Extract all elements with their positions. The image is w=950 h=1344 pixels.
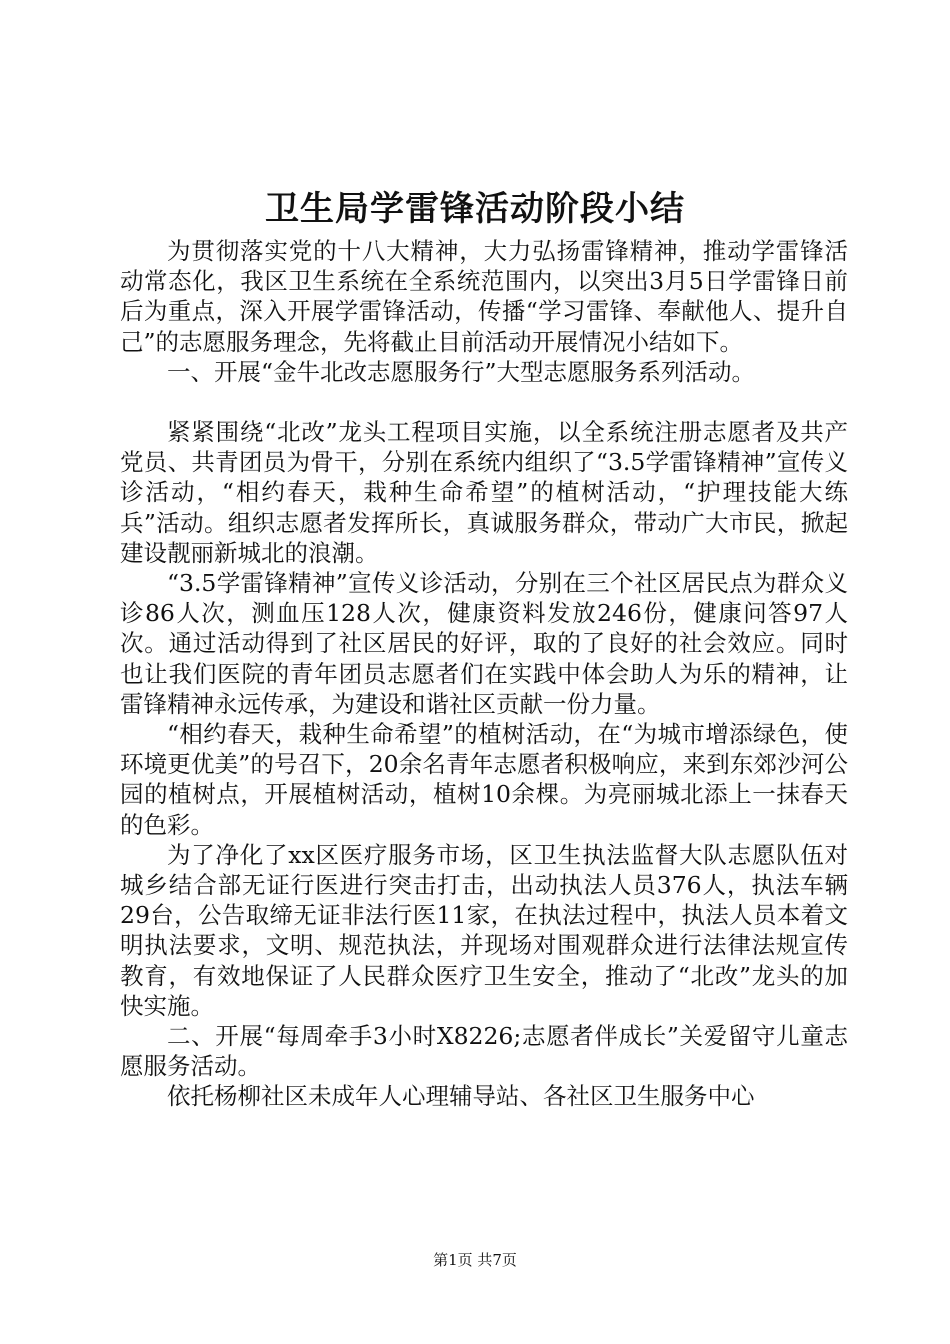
paragraph-tree-planting: “相约春天，栽种生命希望”的植树活动，在“为城市增添绿色，使环境更优美”的号召下，20余名青年志愿者积极响应，来到东郊沙河公园的植树点，开展植树活动，植树10余棵。为亮丽城北添上一抹春天的色彩。 [120,720,848,839]
page-number: 第1页 共7页 [433,1251,517,1269]
paragraph-north-reform: 紧紧围绕“北改”龙头工程项目实施，以全系统注册志愿者及共产党员、共青团员为骨干，分别在系统内组织了“3.5学雷锋精神”宣传义诊活动，“相约春天，栽种生命希望”的植树活动，“护理技能大练兵”活动。组织志愿者发挥所长，真诚服务群众，带动广大市民，掀起建设靓丽新城北的浪潮。 [120,418,848,567]
section-heading-1: 一、开展“金牛北改志愿服务行”大型志愿服务系列活动。 [167,357,756,386]
paragraph-children-support: 依托杨柳社区未成年人心理辅导站、各社区卫生服务中心 [167,1082,755,1111]
paragraph-clinic-activity: “3.5学雷锋精神”宣传义诊活动，分别在三个社区居民点为群众义诊86人次，测血压128人次，健康资料发放246份，健康问答97人次。通过活动得到了社区居民的好评，取的了良好的社会效应。同时也让我们医院的青年团员志愿者们在实践中体会助人为乐的精神，让雷锋精神永远传承，为建设和谐社区贡献一份力量。 [120,569,848,718]
paragraph-law-enforcement: 为了净化了xx区医疗服务市场，区卫生执法监督大队志愿队伍对城乡结合部无证行医进行突击打击，出动执法人员376人，执法车辆29台，公告取缔无证非法行医11家，在执法过程中，执法人员本着文明执法要求，文明、规范执法，并现场对围观群众进行法律法规宣传教育，有效地保证了人民群众医疗卫生安全，推动了“北改”龙头的加快实施。 [120,840,848,1020]
section-heading-2: 二、开展“每周牵手3小时X8226;志愿者伴成长”关爱留守儿童志愿服务活动。 [120,1022,848,1081]
paragraph-intro: 为贯彻落实党的十八大精神，大力弘扬雷锋精神，推动学雷锋活动常态化，我区卫生系统在全系统范围内，以突出3月5日学雷锋日前后为重点，深入开展学雷锋活动，传播“学习雷锋、奉献他人、提升自己”的志愿服务理念，先将截止目前活动开展情况小结如下。 [120,237,848,356]
document-body [120,236,848,1112]
document-title: 卫生局学雷锋活动阶段小结 [265,189,685,229]
